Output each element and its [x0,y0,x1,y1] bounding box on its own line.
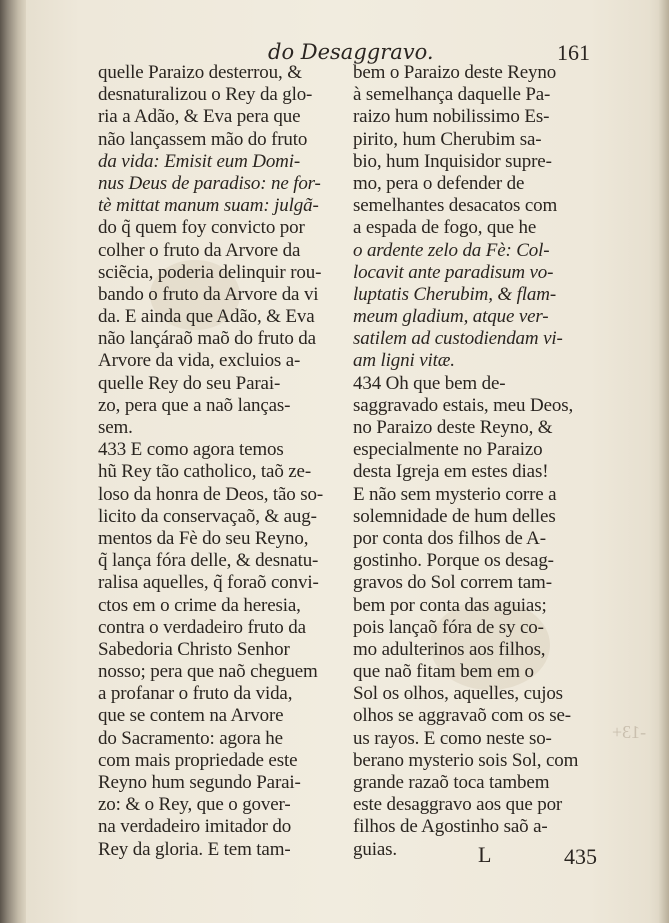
text-line: ria a Adão, & Eva pera que [98,106,301,128]
text-column-right [353,62,603,861]
text-line: berano mysterio sois Sol, com [353,749,579,771]
signature-mark: L [478,842,492,867]
text-line: semelhantes desacatos com [353,195,558,217]
text-line: tè mittat manum suam: julgã- [98,195,319,217]
text-line: que naõ fitam bem em o [353,661,534,683]
text-line: bem por conta das aguias; [353,594,547,616]
text-line: Sol os olhos, aquelles, cujos [353,683,563,705]
text-column-left [98,62,343,861]
text-line: especialmente no Paraizo [353,439,543,461]
text-line: Rey da gloria. E tem tam- [98,838,291,860]
text-line: na verdadeiro imitador do [98,816,292,838]
text-line: nus Deus de paradiso: ne for- [98,172,321,194]
text-line: não lançáraõ maõ do fruto da [98,328,316,350]
text-line: da. E ainda que Adão, & Eva [98,306,315,328]
text-line: locavit ante paradisum vo- [353,261,554,283]
text-line: mo, pera o defender de [353,172,525,194]
text-line: sciẽcia, poderia delinquir rou- [98,261,322,283]
text-line: us rayos. E como neste so- [353,727,552,749]
text-line: colher o fruto da Arvore da [98,239,301,261]
text-line: do Sacramento: agora he [98,727,283,749]
page-edge [659,0,669,923]
text-line: à semelhança daquelle Pa- [353,84,551,106]
text-line: filhos de Agostinho saõ a- [353,816,548,838]
text-line: mo adulterinos aos filhos, [353,638,546,660]
text-line: que se contem na Arvore [98,705,284,727]
text-line: raizo hum nobilissimo Es- [353,106,550,128]
text-line: no Paraizo deste Reyno, & [353,417,553,438]
text-line: ralisa aquelles, q̃ foraõ convi- [98,572,319,594]
text-line: gravos do Sol correm tam- [353,572,552,594]
text-line: am ligni vitæ. [353,350,455,372]
text-line: gostinho. Porque os desag- [353,550,554,572]
text-line: loso da honra de Deos, tão so- [98,483,324,505]
text-line: pirito, hum Cherubim sa- [353,128,542,150]
book-spine-shadow [0,0,26,923]
text-line: luptatis Cherubim, & flam- [353,283,556,305]
text-line: este desaggravo aos que por [353,794,563,816]
text-line: grande razaõ toca tambem [353,772,550,793]
text-line: contra o verdadeiro fruto da [98,616,306,638]
text-line: 433 E como agora temos [98,439,284,461]
text-line: com mais propriedade este [98,749,298,771]
text-line: nosso; pera que naõ cheguem [98,661,318,683]
text-line: satilem ad custodiendam vi- [353,328,563,350]
text-line: saggravado estais, meu Deos, [353,394,574,416]
catchword: 435 [564,844,597,869]
text-line: quelle Rey do seu Parai- [98,372,281,394]
text-line: Reyno hum segundo Parai- [98,772,301,793]
text-line: sem. [98,417,133,438]
text-line: bando o fruto da Arvore da vi [98,283,319,305]
text-line: Arvore da vida, excluios a- [98,350,301,372]
text-line: solemnidade de hum delles [353,505,556,527]
text-line: meum gladium, atque ver- [353,306,549,328]
text-line: olhos se aggravaõ com os se- [353,705,571,727]
text-line: 434 Oh que bem de- [353,372,506,394]
running-title: do Desaggravo. [268,40,434,64]
text-line: zo: & o Rey, que o gover- [98,794,291,816]
text-line: quelle Paraizo desterrou, & [98,62,302,83]
text-line: bem o Paraizo deste Reyno [353,62,557,83]
text-line: Sabedoria Christo Senhor [98,638,290,660]
page-number: 161 [557,40,590,65]
text-line: a espada de fogo, que he [353,217,537,239]
text-line: não lançassem mão do fruto [98,128,308,150]
text-line: a profanar o fruto da vida, [98,683,293,705]
text-line: hũ Rey tão catholico, taõ ze- [98,461,312,483]
text-line: pois lançaõ fóra de sy co- [353,616,544,638]
text-line: por conta dos filhos de A- [353,527,546,549]
text-line: guias. [353,838,397,860]
text-line: q̃ lança fóra delle, & desnatu- [98,550,319,572]
text-line: da vida: Emisit eum Domi- [98,150,301,172]
text-line: licito da conservaçaõ, & aug- [98,505,317,527]
text-line: desta Igreja em estes dias! [353,461,549,483]
show-through-text: -13+ [612,722,647,742]
text-line: ctos em o crime da heresia, [98,594,301,616]
text-line: desnaturalizou o Rey da glo- [98,84,313,106]
text-line: zo, pera que a naõ lanças- [98,394,291,416]
text-line: E não sem mysterio corre a [353,483,557,505]
text-line: bio, hum Inquisidor supre- [353,150,552,172]
text-line: mentos da Fè do seu Reyno, [98,527,309,549]
text-line: do q̃ quem foy convicto por [98,217,305,239]
text-line: o ardente zelo da Fè: Col- [353,239,550,261]
